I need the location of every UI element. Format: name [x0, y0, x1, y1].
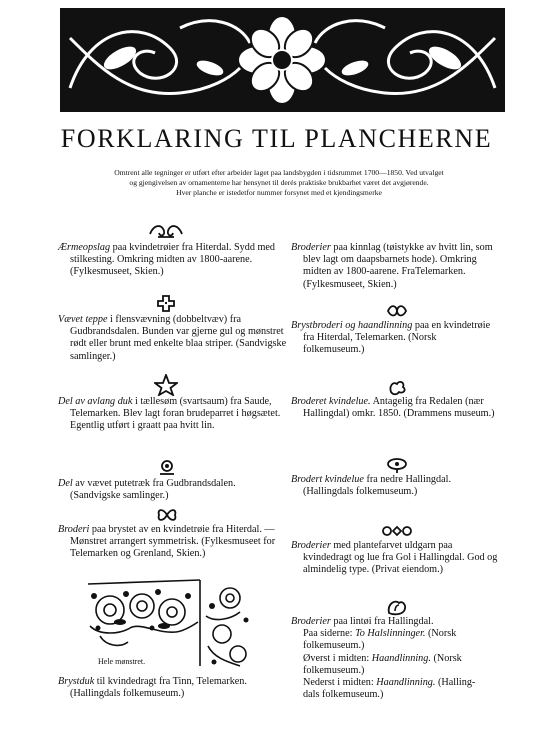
item-lead: Brystbroderi og haandlinning: [291, 320, 413, 331]
chain-ornament-icon: [381, 522, 413, 540]
intro-line: Omtrent alle tegninger er utført efter arbeider laget paa landsbygden i tidsrummet 1700—1850. Ved utvalget: [114, 168, 444, 177]
item-lead: Broderier: [291, 242, 331, 253]
butterfly-ornament-icon: [155, 506, 179, 524]
figure-caption: Hele mønstret.: [98, 657, 146, 666]
sub-continuation: folkemuseum.): [303, 664, 365, 676]
item-text: med plantefarvet uldgarn paa kvindedragt og lue fra Gol i Hallingdal. God og almindelig type. (Privat eiendom.): [303, 540, 498, 576]
item-text: paa en kvindetrøie fra Hiterdal, Telemarken. (Norsk folkemuseum.): [303, 320, 491, 356]
sub-prefix: Paa siderne:: [303, 628, 356, 640]
item-text: Antagelig fra Redalen (nær Hallingdal) omkr. 1850. (Drammens museum.): [303, 396, 495, 420]
list-item: [58, 676, 288, 700]
item-text: i flensvævning (dobbeltvæv) fra Gudbrandsdalen. Bunden var gjerne gul og mønstret rødt eller brunt med enkelte blaa striper. (Sandvigske samlinger.): [70, 314, 287, 362]
leaf-pair-icon: [385, 302, 409, 320]
item-lead: Brystduk: [58, 676, 95, 687]
list-item: [291, 616, 499, 701]
item-lead: Del: [58, 478, 73, 489]
list-item: [291, 396, 499, 420]
sub-text: (Norsk: [430, 652, 462, 664]
sub-continuation: dals folkemuseum.): [303, 689, 384, 701]
item-lead: Vævet teppe: [58, 314, 108, 325]
list-item: [291, 242, 499, 291]
tulip-icon: [385, 456, 409, 474]
item-text: av vævet putetræk fra Gudbrandsdalen. (Sandvigske samlinger.): [70, 478, 236, 502]
list-item: [58, 242, 288, 279]
shell-icon: [385, 598, 409, 616]
flower-bud-icon: [155, 458, 179, 476]
list-item: [58, 478, 288, 502]
item-text: fra nedre Hallingdal. (Hallingdals folkemuseum.): [303, 474, 452, 498]
rosette-icon: [385, 378, 409, 396]
sub-lead: Haandlinning.: [371, 652, 431, 664]
item-text: paa kvindetrøier fra Hiterdal. Sydd med stilkesting. Omkring midten av 1800-aarene. (Fylkesmuseet, Skien.): [70, 242, 276, 278]
sub-entry: [291, 628, 499, 640]
item-lead: Brodert kvindelue: [291, 474, 364, 485]
sub-prefix: Øverst i midten:: [303, 652, 372, 664]
cross-knot-icon: [154, 294, 178, 312]
item-lead: Broderier: [291, 540, 331, 551]
sub-text: (Halling-: [435, 677, 476, 689]
item-lead: Del av avlang duk: [58, 396, 133, 407]
intro-line: Hver planche er istedetfor nummer forsynet med et kjendingsmerke: [176, 188, 382, 198]
list-item: [291, 320, 499, 357]
page-title: FORKLARING TIL PLANCHERNE: [60, 124, 493, 153]
list-item: [58, 314, 288, 363]
intro-line: og gjengivelsen av ornamenterne har hensynet til derés praktiske brukbarhet været det avgjørende.: [129, 178, 429, 188]
sub-text: (Norsk: [425, 628, 457, 640]
list-item: [58, 524, 288, 561]
item-text: paa kinnlag (tøistykke av hvitt lin, som blev lagt om daapsbarnets hode). Omkring midten av 1800-aarene. FraTelemarken. (Fylkesmuseet, Skien.): [303, 242, 493, 290]
list-item: [291, 540, 499, 577]
item-text: til kvindedragt fra Tinn, Telemarken. (Hallingdals folkemuseum.): [70, 676, 247, 700]
sub-entry: [291, 653, 499, 665]
star-icon: [154, 374, 178, 396]
item-text: i tællesøm (svartsaum) fra Saude, Telemarken. Blev lagt foran brudeparret i høgsætet. Egentlig utført i graatt paa hvitt lin.: [70, 396, 281, 432]
item-lead: Ærmeopslag: [58, 242, 111, 253]
sub-continuation: folkemuseum.): [303, 640, 365, 652]
item-lead: Broderet kvindelue.: [291, 396, 371, 407]
item-text: paa brystet av en kvindetrøie fra Hiterdal. — Mønstret arrangert symmetrisk. (Fylkesmuseet for Telemarken og Grenland, Skien.): [70, 524, 276, 560]
item-lead: Broderi: [58, 524, 90, 535]
list-item: [58, 396, 288, 433]
sub-entry: [291, 677, 499, 689]
scroll-ornament-icon: [148, 222, 184, 240]
item-text: paa lintøi fra Hallingdal.: [330, 616, 434, 627]
item-lead: Broderier: [291, 616, 331, 627]
sub-lead: To Halslinninger.: [355, 628, 426, 640]
list-item: [291, 474, 499, 498]
sub-lead: Haandlinning.: [376, 677, 436, 689]
sub-prefix: Nederst i midten:: [303, 677, 377, 689]
right-column: [291, 0, 499, 753]
